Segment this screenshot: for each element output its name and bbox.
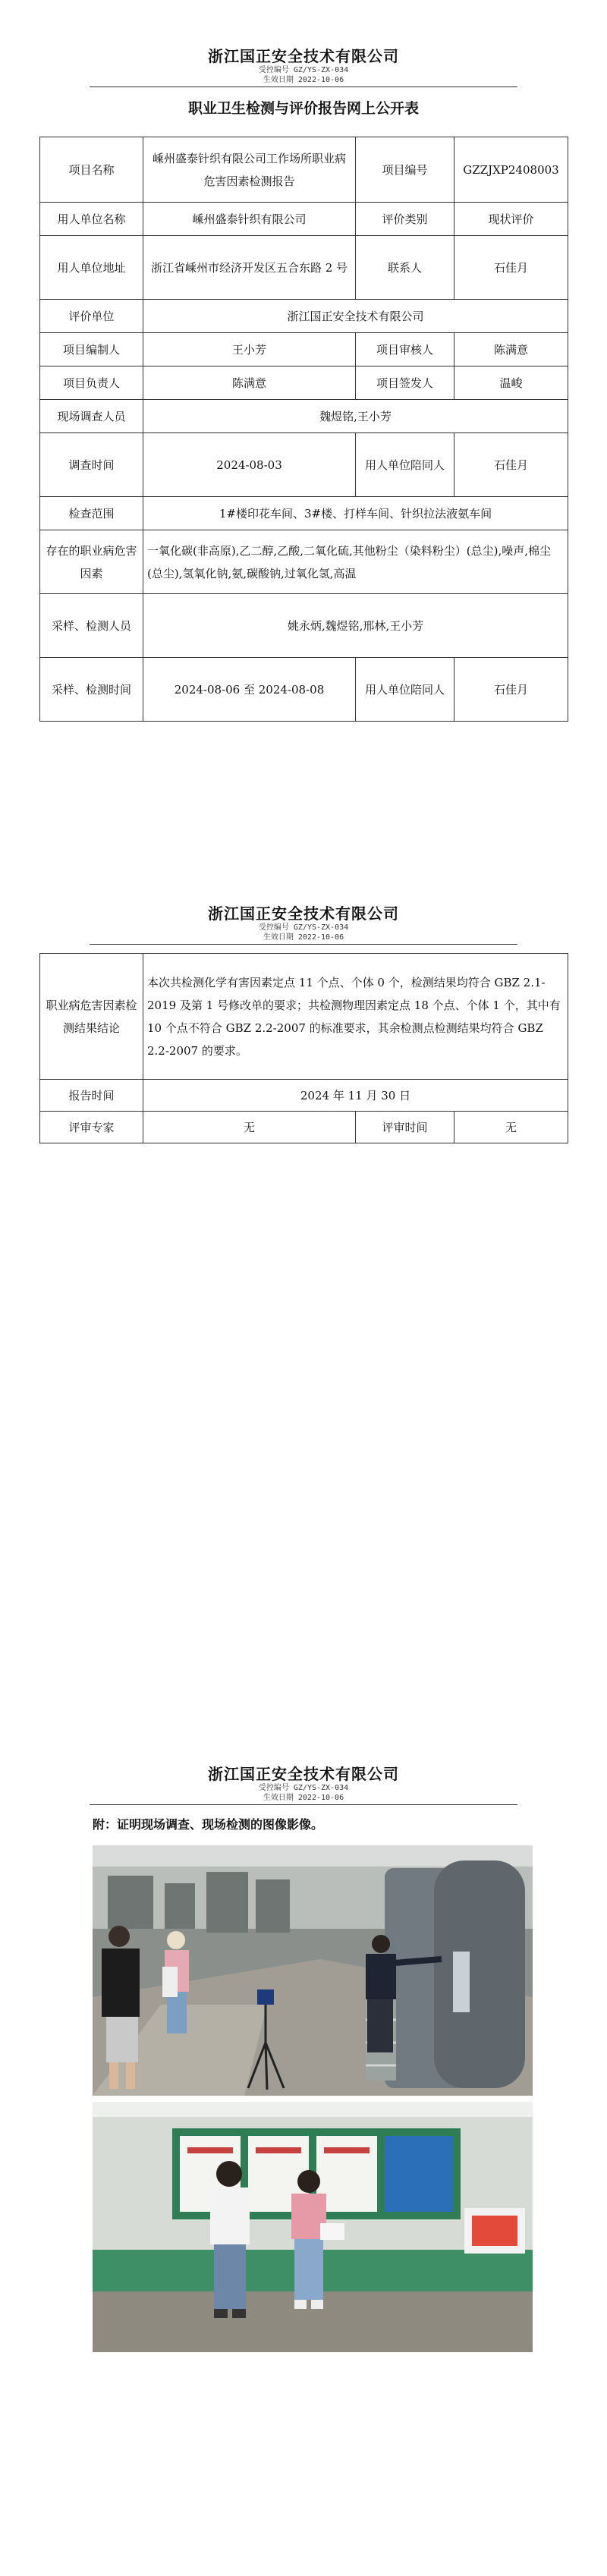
header-rule-p2 xyxy=(90,944,517,945)
label-compiler: 项目编制人 xyxy=(40,333,143,366)
value-eval-unit: 浙江国正安全技术有限公司 xyxy=(143,300,568,333)
value-project-name: 嵊州盛泰针织有限公司工作场所职业病危害因素检测报告 xyxy=(143,137,356,203)
effective-date-p1: 生效日期 2022-10-06 xyxy=(263,76,344,84)
controlled-number-p1: 受控编号 GZ/YS-ZX-034 xyxy=(258,66,349,74)
value-compiler: 王小芳 xyxy=(143,333,356,366)
value-project-no: GZZJXP2408003 xyxy=(454,137,568,203)
value-leader: 陈满意 xyxy=(143,366,356,400)
value-employer-name: 嵊州盛泰针织有限公司 xyxy=(143,203,356,236)
company-name-p2: 浙江国正安全技术有限公司 xyxy=(208,904,399,923)
disclosure-table xyxy=(39,137,568,722)
label-report-time: 报告时间 xyxy=(40,1080,143,1112)
value-accompany: 石佳月 xyxy=(454,433,568,497)
value-scope: 1#楼印花车间、3#楼、打样车间、针织拉法液氨车间 xyxy=(143,497,568,530)
label-conclusion: 职业病危害因素检测结果结论 xyxy=(40,954,143,1080)
header-rule-p3 xyxy=(90,1804,517,1805)
value-report-time: 2024 年 11 月 30 日 xyxy=(143,1080,568,1112)
photo-site-inspection xyxy=(93,1845,533,2096)
controlled-number-p2: 受控编号 GZ/YS-ZX-034 xyxy=(258,923,349,932)
label-project-name: 项目名称 xyxy=(40,137,143,203)
annex-label: 附：证明现场调查、现场检测的图像影像。 xyxy=(93,1817,324,1832)
label-review-time: 评审时间 xyxy=(356,1112,454,1143)
value-employer-address: 浙江省嵊州市经济开发区五合东路 2 号 xyxy=(143,236,356,300)
label-eval-unit: 评价单位 xyxy=(40,300,143,333)
label-surveyor: 现场调查人员 xyxy=(40,400,143,433)
conclusion-table xyxy=(39,953,568,1143)
controlled-number-p3: 受控编号 GZ/YS-ZX-034 xyxy=(258,1784,349,1792)
label-hazards: 存在的职业病危害因素 xyxy=(40,530,143,594)
effective-date-p3: 生效日期 2022-10-06 xyxy=(263,1794,344,1802)
value-hazards: 一氧化碳(非高原),乙二醇,乙酸,二氧化硫,其他粉尘（染料粉尘）(总尘),噪声,棉尘(总尘),氢氧化钠,氨,碳酸钠,过氧化氢,高温 xyxy=(143,530,568,594)
label-contact: 联系人 xyxy=(356,236,454,300)
value-expert: 无 xyxy=(143,1112,356,1143)
value-samplers: 姚永炳,魏煜铭,邢林,王小芳 xyxy=(143,594,568,658)
site-inspection-image xyxy=(93,1845,533,2096)
effective-date-p2: 生效日期 2022-10-06 xyxy=(263,933,344,942)
value-conclusion: 本次共检测化学有害因素定点 11 个点、个体 0 个，检测结果均符合 GBZ 2.1-2019 及第 1 号修改单的要求；共检测物理因素定点 18 个点、个体 1 个，其中有 10 个点不符合 GBZ 2.2-2007 的标准要求，其余检测点检测结果均符合 GBZ 2.2-2007 的要求。 xyxy=(143,954,568,1080)
photo-site-team xyxy=(93,2102,533,2352)
site-team-image xyxy=(93,2102,533,2352)
label-accompany: 用人单位陪同人 xyxy=(356,433,454,497)
label-expert: 评审专家 xyxy=(40,1112,143,1143)
doc-title: 职业卫生检测与评价报告网上公开表 xyxy=(187,100,419,117)
label-scope: 检查范围 xyxy=(40,497,143,530)
label-project-no: 项目编号 xyxy=(356,137,454,203)
label-accompany-2: 用人单位陪同人 xyxy=(356,658,454,722)
label-leader: 项目负责人 xyxy=(40,366,143,400)
value-reviewer: 陈满意 xyxy=(454,333,568,366)
value-review-time: 无 xyxy=(454,1112,568,1143)
label-eval-type: 评价类别 xyxy=(356,203,454,236)
header-rule-p1 xyxy=(90,86,517,87)
value-accompany-2: 石佳月 xyxy=(454,658,568,722)
value-sample-time: 2024-08-06 至 2024-08-08 xyxy=(143,658,356,722)
value-survey-time: 2024-08-03 xyxy=(143,433,356,497)
label-samplers: 采样、检测人员 xyxy=(40,594,143,658)
value-contact: 石佳月 xyxy=(454,236,568,300)
value-signer: 温峻 xyxy=(454,366,568,400)
label-sample-time: 采样、检测时间 xyxy=(40,658,143,722)
label-reviewer: 项目审核人 xyxy=(356,333,454,366)
label-employer-address: 用人单位地址 xyxy=(40,236,143,300)
value-surveyor: 魏煜铭,王小芳 xyxy=(143,400,568,433)
label-signer: 项目签发人 xyxy=(356,366,454,400)
company-name-p1: 浙江国正安全技术有限公司 xyxy=(208,47,399,65)
company-name-p3: 浙江国正安全技术有限公司 xyxy=(208,1765,399,1783)
value-eval-type: 现状评价 xyxy=(454,203,568,236)
label-employer-name: 用人单位名称 xyxy=(40,203,143,236)
label-survey-time: 调查时间 xyxy=(40,433,143,497)
